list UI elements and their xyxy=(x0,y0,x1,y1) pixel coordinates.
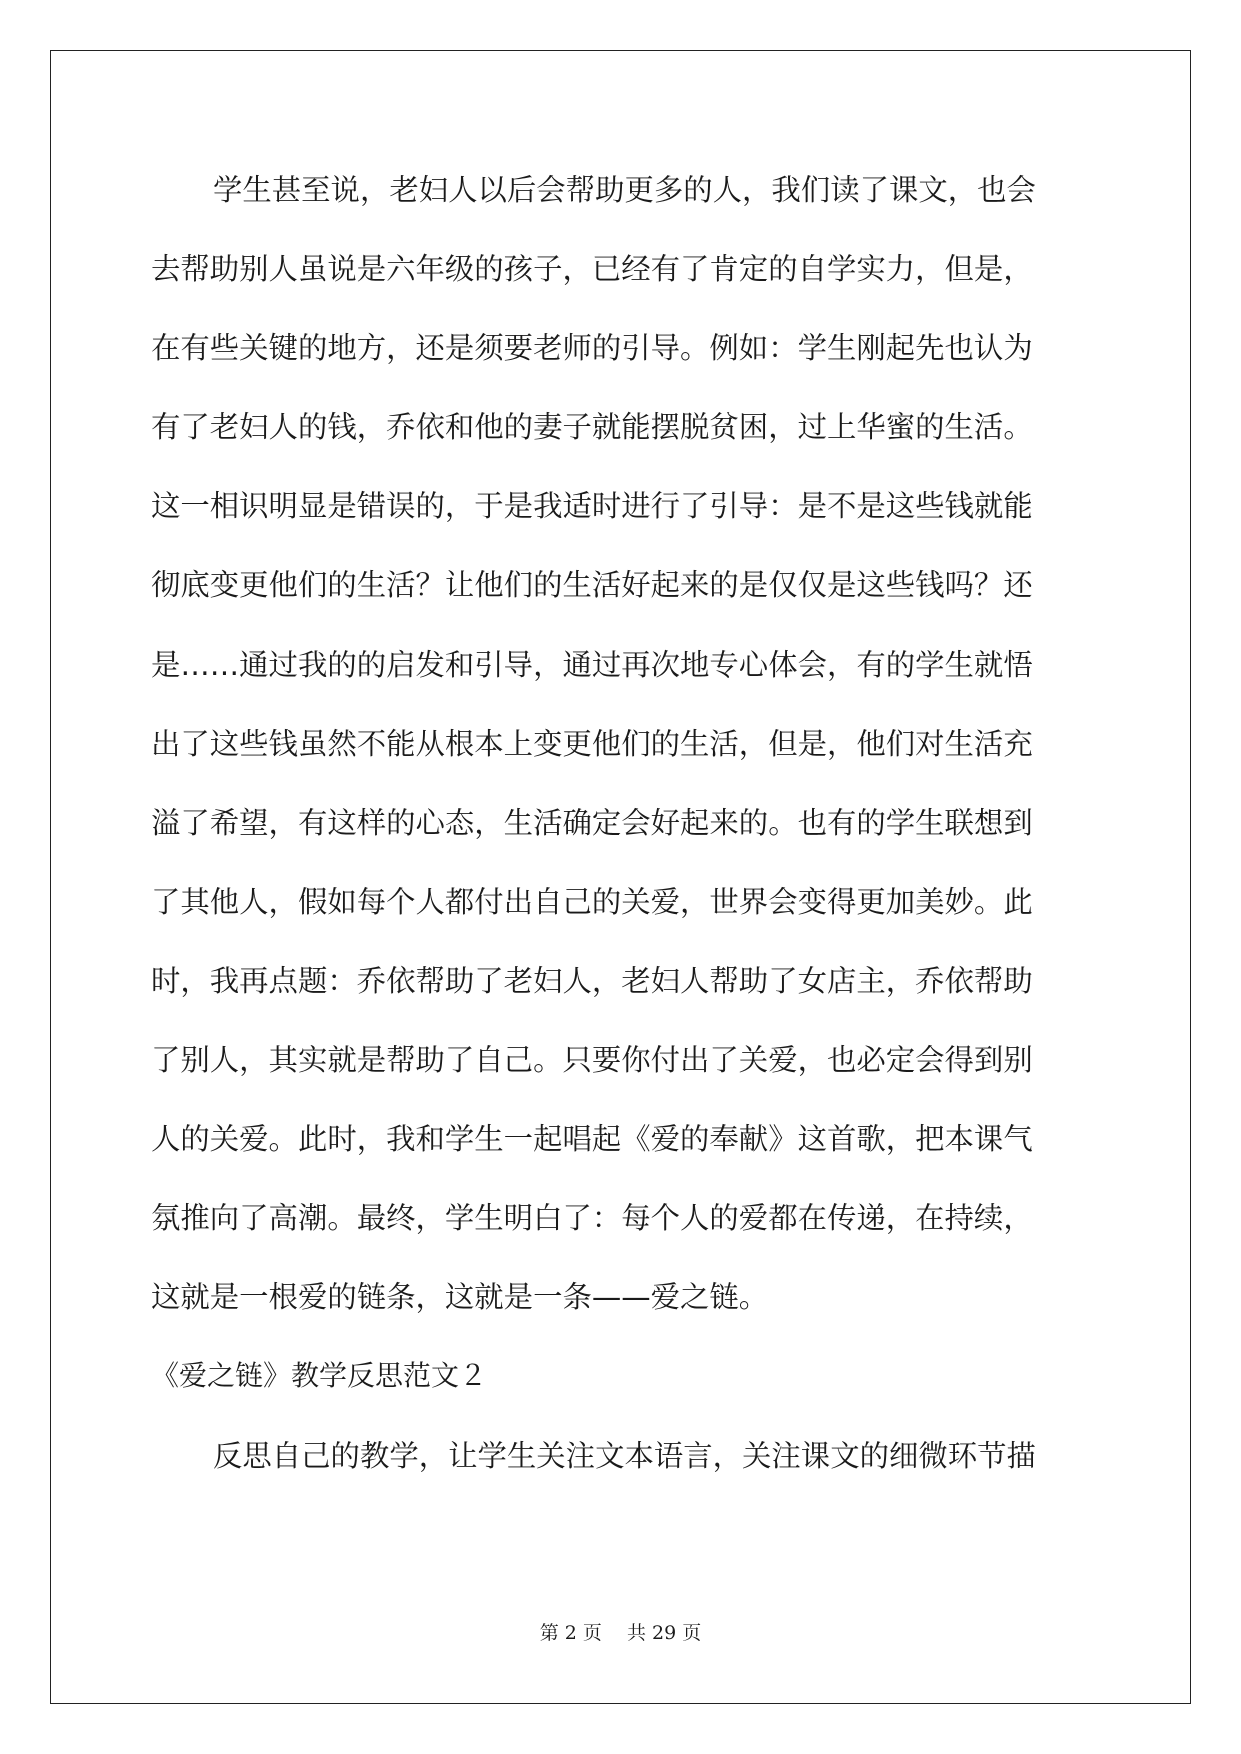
paragraph-line: 是……通过我的的启发和引导，通过再次地专心体会，有的学生就悟 xyxy=(151,647,1033,682)
paragraph-line: 在有些关键的地方，还是须要老师的引导。例如：学生刚起先也认为 xyxy=(151,331,1033,366)
paragraph-line: 这就是一根爱的链条，这就是一条——爱之链。 xyxy=(151,1280,769,1315)
paragraph-line: 学生甚至说，老妇人以后会帮助更多的人，我们读了课文，也会 xyxy=(213,173,1036,207)
paragraph-line: 有了老妇人的钱，乔依和他的妻子就能摆脱贫困，过上华蜜的生活。 xyxy=(151,410,1033,445)
paragraph-line: 了其他人，假如每个人都付出自己的关爱，世界会变得更加美妙。此 xyxy=(151,884,1033,919)
document-body xyxy=(151,160,1091,1505)
paragraph-line: 人的关爱。此时，我和学生一起唱起《爱的奉献》这首歌，把本课气 xyxy=(151,1122,1033,1157)
page-number-footer: 第 2 页 共 29 页 xyxy=(539,1622,702,1644)
paragraph-line: 时，我再点题：乔依帮助了老妇人，老妇人帮助了女店主，乔依帮助 xyxy=(151,963,1033,998)
paragraph-line: 这一相识明显是错误的，于是我适时进行了引导：是不是这些钱就能 xyxy=(151,489,1033,524)
paragraph-line: 反思自己的教学，让学生关注文本语言，关注课文的细微环节描 xyxy=(213,1438,1036,1473)
paragraph-line: 去帮助别人虽说是六年级的孩子，已经有了肯定的自学实力，但是， xyxy=(151,252,1033,287)
paragraph-line: 彻底变更他们的生活？让他们的生活好起来的是仅仅是这些钱吗？还 xyxy=(151,568,1033,603)
section-heading: 《爱之链》教学反思范文２ xyxy=(151,1359,488,1393)
paragraph-line: 氛推向了高潮。最终，学生明白了：每个人的爱都在传递，在持续， xyxy=(151,1201,1033,1236)
paragraph-line: 出了这些钱虽然不能从根本上变更他们的生活，但是，他们对生活充 xyxy=(151,726,1033,761)
paragraph-line: 了别人，其实就是帮助了自己。只要你付出了关爱，也必定会得到别 xyxy=(151,1043,1033,1078)
paragraph-line: 溢了希望，有这样的心态，生活确定会好起来的。也有的学生联想到 xyxy=(151,805,1033,840)
